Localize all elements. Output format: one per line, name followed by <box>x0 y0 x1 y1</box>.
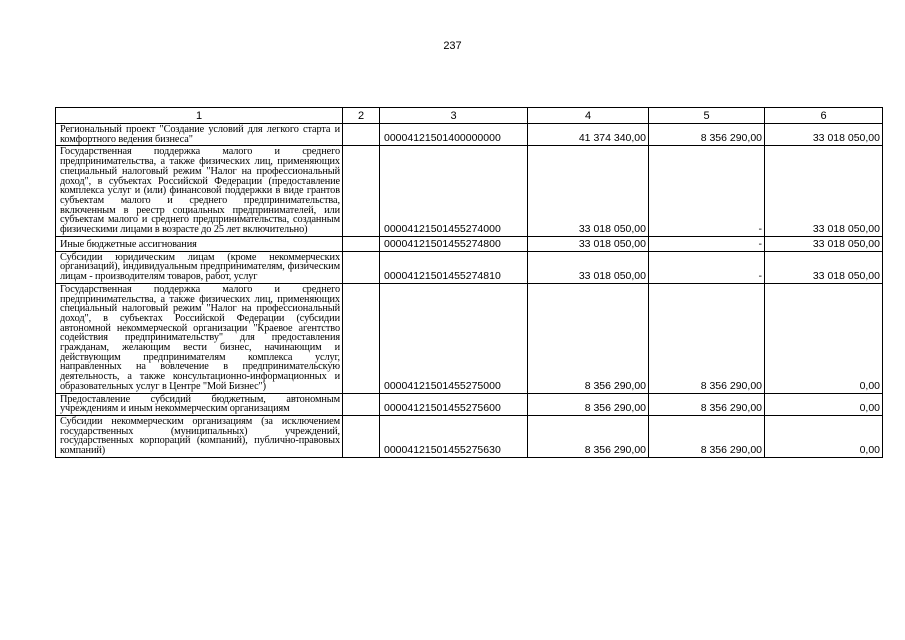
row-col5: - <box>649 146 765 236</box>
row-name: Региональный проект "Создание условий для легкого старта и комфортного ведения бизнеса" <box>56 124 343 146</box>
page-number: 237 <box>443 40 462 52</box>
row-col6: 0,00 <box>765 283 883 393</box>
budget-table <box>55 107 883 458</box>
row-col2 <box>343 393 380 415</box>
table-row <box>56 124 883 146</box>
row-code: 00004121501400000000 <box>380 124 528 146</box>
row-code: 00004121501455275600 <box>380 393 528 415</box>
row-col2 <box>343 251 380 283</box>
row-col6: 0,00 <box>765 393 883 415</box>
row-col5: 8 356 290,00 <box>649 393 765 415</box>
row-col5: - <box>649 236 765 251</box>
table-row <box>56 251 883 283</box>
row-col2 <box>343 415 380 457</box>
row-name: Государственная поддержка малого и среднего предпринимательства, а также физических лиц, применяющих специальный налоговый режим "Налог на профессиональный доход", в субъектах Российской Федерации (субсидии автономной некоммерческой организации "Краевое агентство содействия предпринимательству" для предоставления гражданам, желающим вести бизнес, начинающим и действующим предпринимателям комплекса услуг, направленных на вовлечение в предпринимательскую деятельность, а также консультационно-информационных и образовательных услуг в Центре "Мой Бизнес") <box>56 283 343 393</box>
row-col4: 41 374 340,00 <box>528 124 649 146</box>
row-col4: 8 356 290,00 <box>528 415 649 457</box>
column-header: 6 <box>765 108 883 124</box>
row-col6: 33 018 050,00 <box>765 124 883 146</box>
row-col2 <box>343 124 380 146</box>
row-col4: 8 356 290,00 <box>528 283 649 393</box>
column-header: 4 <box>528 108 649 124</box>
row-col4: 33 018 050,00 <box>528 236 649 251</box>
row-name: Предоставление субсидий бюджетным, автономным учреждениям и иным некоммерческим организациям <box>56 393 343 415</box>
table-header-row <box>56 108 883 124</box>
row-col6: 33 018 050,00 <box>765 251 883 283</box>
row-col4: 33 018 050,00 <box>528 251 649 283</box>
row-col2 <box>343 236 380 251</box>
row-col6: 0,00 <box>765 415 883 457</box>
row-code: 00004121501455274800 <box>380 236 528 251</box>
row-col6: 33 018 050,00 <box>765 146 883 236</box>
table-row <box>56 283 883 393</box>
row-code: 00004121501455275000 <box>380 283 528 393</box>
row-col5: 8 356 290,00 <box>649 415 765 457</box>
column-header: 5 <box>649 108 765 124</box>
row-col4: 8 356 290,00 <box>528 393 649 415</box>
row-col6: 33 018 050,00 <box>765 236 883 251</box>
row-code: 00004121501455274810 <box>380 251 528 283</box>
row-col5: 8 356 290,00 <box>649 283 765 393</box>
row-col2 <box>343 283 380 393</box>
table-row <box>56 415 883 457</box>
row-name: Субсидии некоммерческим организациям (за исключением государственных (муниципальных) учреждений, государственных корпораций (компаний), публично-правовых компаний) <box>56 415 343 457</box>
row-col5: 8 356 290,00 <box>649 124 765 146</box>
row-col2 <box>343 146 380 236</box>
row-name: Субсидии юридическим лицам (кроме некоммерческих организаций), индивидуальным предпринимателям, физическим лицам - производителям товаров, работ, услуг <box>56 251 343 283</box>
row-name: Иные бюджетные ассигнования <box>56 236 343 251</box>
row-code: 00004121501455275630 <box>380 415 528 457</box>
table-row <box>56 146 883 236</box>
table-row <box>56 236 883 251</box>
row-name: Государственная поддержка малого и среднего предпринимательства, а также физических лиц, применяющих специальный налоговый режим "Налог на профессиональный доход", в субъектах Российской Федерации (предоставление комплекса услуг и (или) финансовой поддержки в виде грантов субъектам малого и среднего предпринимательства, включенным в реестр социальных предпринимателей, или субъектам малого и среднего предпринимательства, созданным физическими лицами в возрасте до 25 лет включительно) <box>56 146 343 236</box>
row-col5: - <box>649 251 765 283</box>
table-row <box>56 393 883 415</box>
row-col4: 33 018 050,00 <box>528 146 649 236</box>
column-header: 2 <box>343 108 380 124</box>
column-header: 3 <box>380 108 528 124</box>
row-code: 00004121501455274000 <box>380 146 528 236</box>
column-header: 1 <box>56 108 343 124</box>
